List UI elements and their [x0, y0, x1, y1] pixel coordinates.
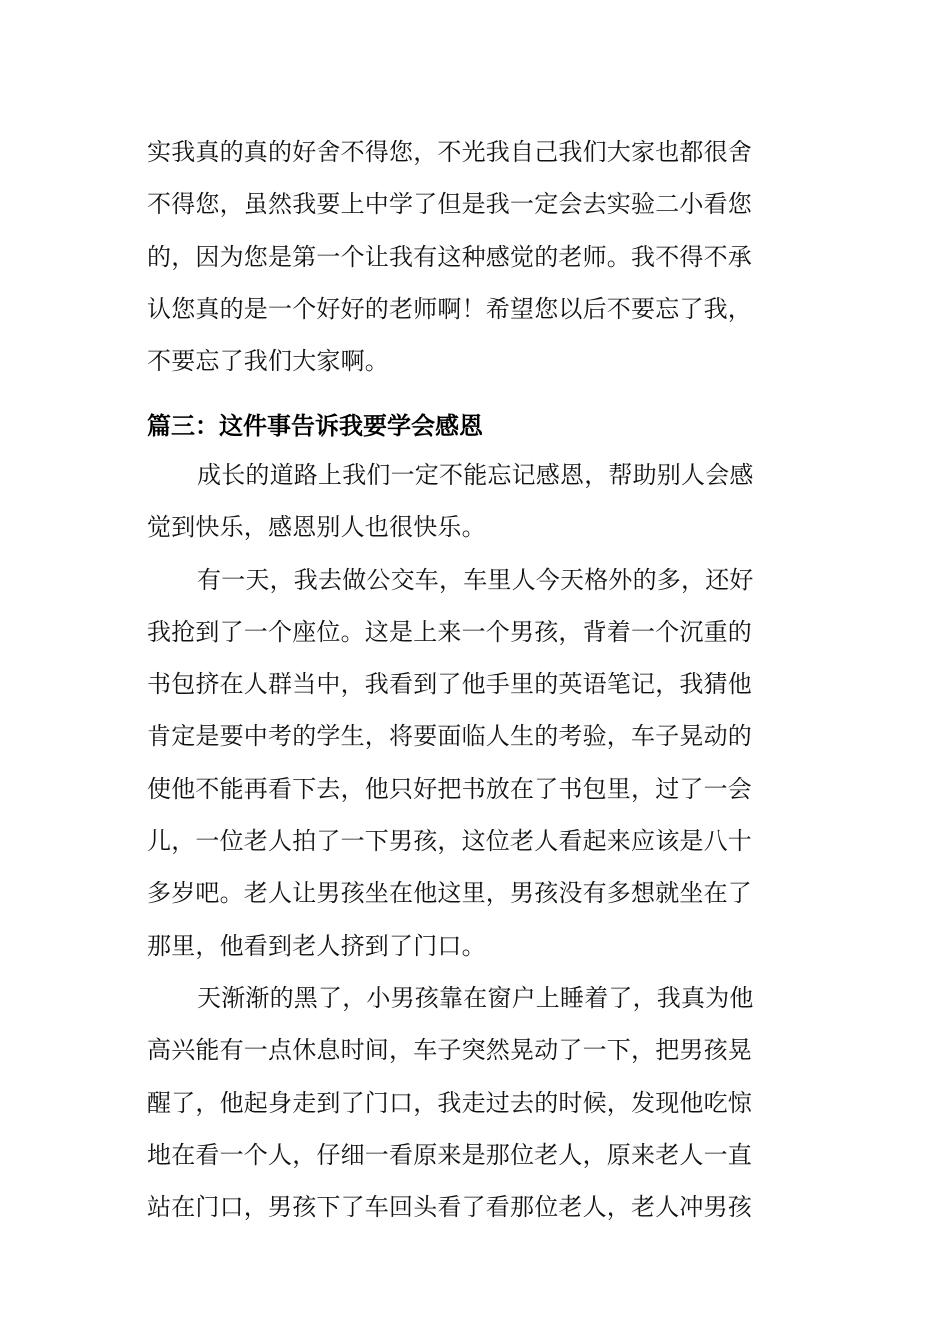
text-line: 不要忘了我们大家啊。 — [147, 347, 389, 376]
section-body — [147, 449, 787, 1233]
text-line: 成长的道路上我们一定不能忘记感恩，帮助别人会感 — [197, 461, 754, 489]
text-line: 书包挤在人群当中，我看到了他手里的英语笔记，我猜他 — [147, 670, 752, 699]
text-line: 站在门口，男孩下了车回头看了看那位老人，老人冲男孩 — [147, 1193, 752, 1222]
text-line: 不得您，虽然我要上中学了但是我一定会去实验二小看您 — [147, 190, 752, 219]
text-line: 我抢到了一个座位。这是上来一个男孩，背着一个沉重的 — [147, 617, 752, 646]
text-line: 的，因为您是第一个让我有这种感觉的老师。我不得不承 — [147, 242, 752, 271]
text-line: 高兴能有一点休息时间，车子突然晃动了一下，把男孩晃 — [147, 1036, 752, 1065]
text-line: 肯定是要中考的学生，将要面临人生的考验，车子晃动的 — [147, 722, 752, 751]
text-line: 实我真的真的好舍不得您，不光我自己我们大家也都很舍 — [147, 138, 752, 166]
text-line: 认您真的是一个好好的老师啊！希望您以后不要忘了我， — [147, 294, 752, 323]
text-line: 地在看一个人，仔细一看原来是那位老人，原来老人一直 — [147, 1140, 752, 1169]
text-line: 那里，他看到老人挤到了门口。 — [147, 931, 486, 960]
text-line: 多岁吧。老人让男孩坐在他这里，男孩没有多想就坐在了 — [147, 879, 752, 908]
text-line: 使他不能再看下去，他只好把书放在了书包里，过了一会 — [147, 774, 752, 803]
text-line: 醒了，他起身走到了门口，我走过去的时候，发现他吃惊 — [147, 1088, 752, 1117]
section-heading: 篇三：这件事告诉我要学会感恩 — [147, 412, 483, 440]
continuation-paragraph — [147, 126, 787, 387]
text-line: 天渐渐的黑了，小男孩靠在窗户上睡着了，我真为他 — [197, 983, 754, 1012]
text-line: 儿，一位老人拍了一下男孩，这位老人看起来应该是八十 — [147, 827, 752, 856]
text-line: 觉到快乐，感恩别人也很快乐。 — [147, 513, 486, 542]
text-line: 有一天，我去做公交车，车里人今天格外的多，还好 — [197, 565, 754, 594]
